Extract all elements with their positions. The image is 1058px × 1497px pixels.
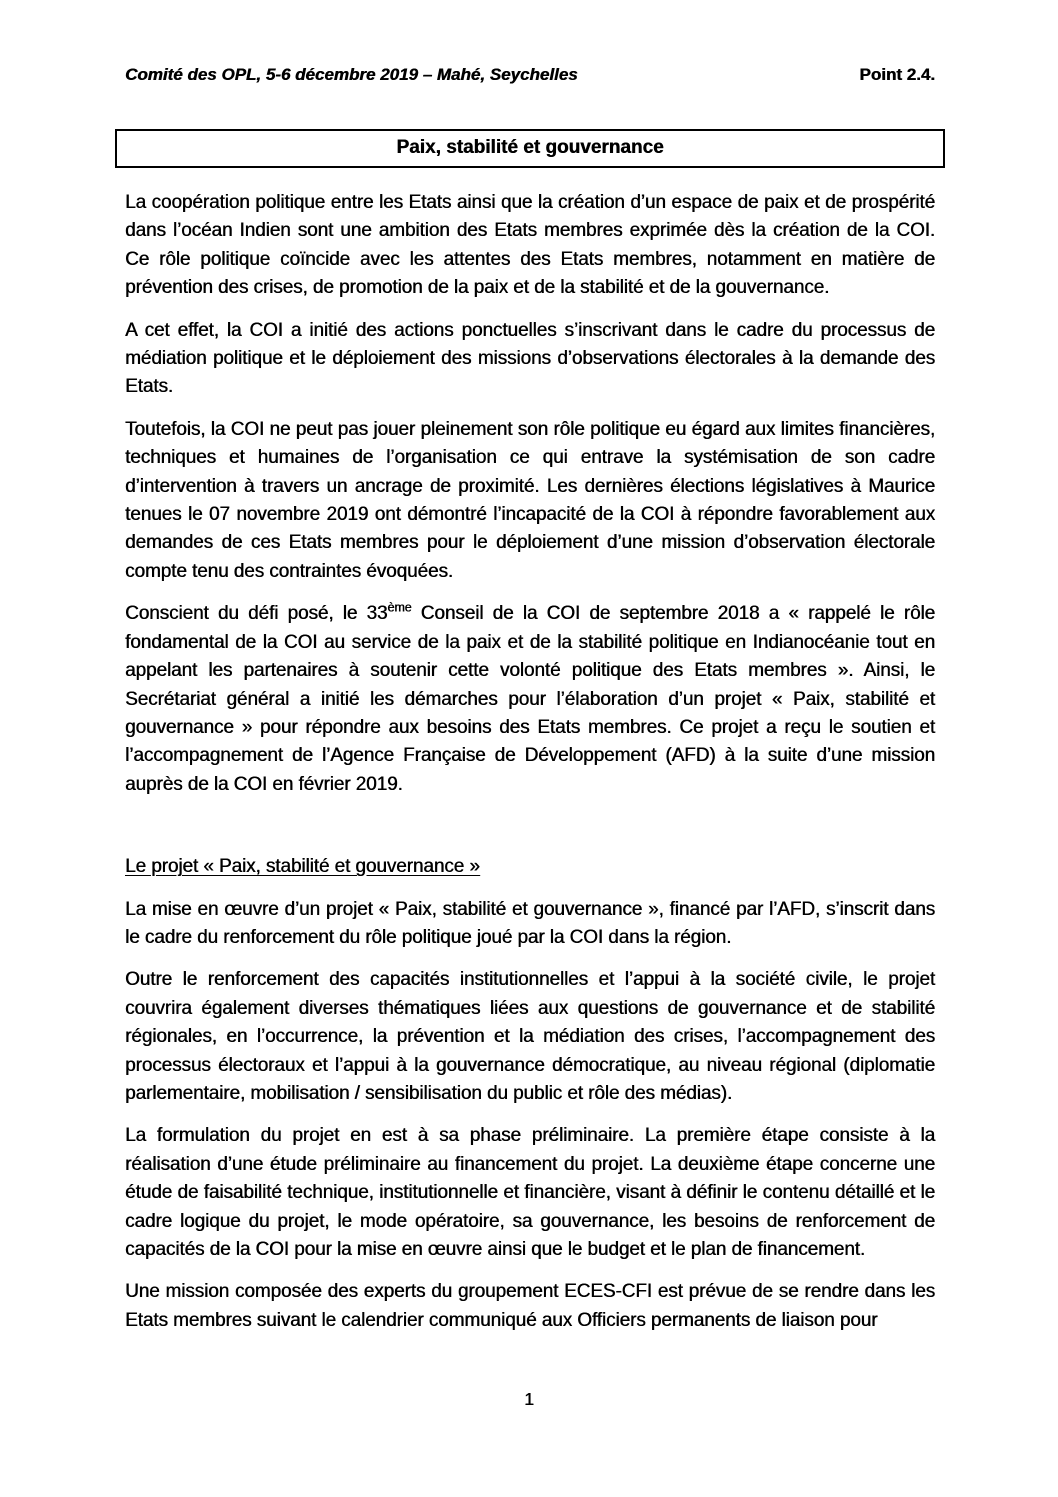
ordinal-superscript: ème [387, 600, 412, 615]
paragraph-mission-eces-cfi: Une mission composée des experts du groupement ECES-CFI est prévue de se rendre dans les Etats membres suivant le calendrier communiqué aux Officiers permanents de liaison pour [125, 1281, 935, 1331]
document-title: Paix, stabilité et gouvernance [396, 137, 664, 158]
document-content [125, 0, 935, 1349]
document-body [125, 189, 935, 1335]
paragraph-conscient-pre: Conscient du défi posé, le 33 [125, 603, 388, 625]
page-header [125, 64, 935, 86]
document-title-box [115, 129, 945, 168]
section-heading-le-projet: Le projet « Paix, stabilité et gouvernance » [125, 856, 480, 878]
paragraph-outre: Outre le renforcement des capacités institutionnelles et l’appui à la société civile, le projet couvrira également diverses thématiques liées aux questions de gouvernance et de stabilité régionales, en l’occurrence, la prévention et la médiation des crises, l’accompagnement des processus électoraux et l’appui à la gouvernance démocratique, au niveau régional (diplomatie parlementaire, mobilisation / sensibilisation du public et rôle des médias). [125, 969, 935, 1104]
paragraph-formulation: La formulation du projet en est à sa phase préliminaire. La première étape consiste à la réalisation d’une étude préliminaire au financement du projet. La deuxième étape concerne une étude de faisabilité technique, institutionnelle et financière, visant à définir le contenu détaillé et le cadre logique du projet, le mode opératoire, sa gouvernance, les besoins de renforcement de capacités de la COI pour la mise en œuvre ainsi que le budget et le plan de financement. [125, 1125, 935, 1260]
paragraph-conscient-post: Conseil de la COI de septembre 2018 a « rappelé le rôle fondamental de la COI au service de la paix et de la stabilité politique en Indianocéanie tout en appelant les partenaires à soutenir cette volonté politique des Etats membres ». Ainsi, le Secrétariat général a initié les démarches pour l’élaboration d’un projet « Paix, stabilité et gouvernance » pour répondre aux besoins des Etats membres. Ce projet a reçu le soutien et l’accompagnement de l’Agence Française de Développement (AFD) à la suite d’une mission auprès de la COI en février 2019. [125, 603, 936, 795]
header-agenda-point: Point 2.4. [859, 65, 935, 84]
page-number: 1 [524, 1389, 534, 1409]
header-committee-line: Comité des OPL, 5-6 décembre 2019 – Mahé, Seychelles [125, 65, 578, 84]
paragraph-a-cet-effet: A cet effet, la COI a initié des actions ponctuelles s’inscrivant dans le cadre du processus de médiation politique et le déploiement des missions d’observations électorales à la demande des Etats. [125, 319, 935, 398]
paragraph-toutefois: Toutefois, la COI ne peut pas jouer pleinement son rôle politique eu égard aux limites financières, techniques et humaines de l’organisation ce qui entrave la systémisation de son cadre d’intervention à travers un ancrage de proximité. Les dernières élections législatives à Maurice tenues le 07 novembre 2019 ont démontré l’incapacité de la COI à répondre favorablement aux demandes de ces Etats membres pour le déploiement d’une mission d’observation électorale compte tenu des contraintes évoquées. [125, 418, 935, 582]
paragraph-conscient [125, 600, 935, 799]
paragraph-cooperation: La coopération politique entre les Etats ainsi que la création d’un espace de paix et de prospérité dans l’océan Indien sont une ambition des Etats membres exprimée dès la création de la COI. Ce rôle politique coïncide avec les attentes des Etats membres, notamment en matière de prévention des crises, de promotion de la paix et de la stabilité et de la gouvernance. [125, 192, 935, 299]
paragraph-mise-en-oeuvre: La mise en œuvre d’un projet « Paix, stabilité et gouvernance », financé par l’AFD, s’inscrit dans le cadre du renforcement du rôle politique joué par la COI dans la région. [125, 898, 935, 948]
